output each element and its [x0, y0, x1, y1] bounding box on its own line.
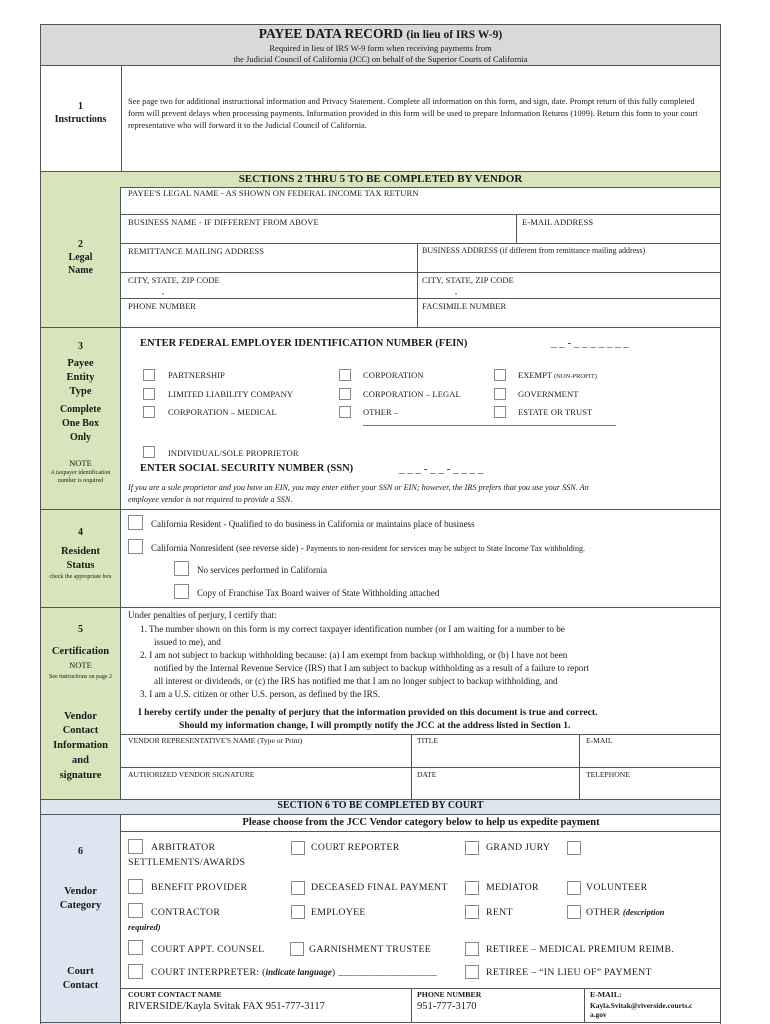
other-required-label: required)	[128, 922, 161, 932]
section-3-title-3: Type	[69, 386, 92, 397]
california-resident-checkbox[interactable]	[128, 515, 143, 530]
form-title-suffix: (in lieu of IRS W-9)	[406, 29, 503, 41]
court-right-frame	[720, 815, 721, 1024]
mediator-label: MEDIATOR	[486, 882, 539, 893]
section-5-note-sub: See instructions on page 2	[49, 674, 112, 680]
section-6-number: 6	[78, 846, 83, 857]
court-section-title: SECTION 6 TO BE COMPLETED BY COURT	[277, 800, 484, 811]
benefit-provider-label: BENEFIT PROVIDER	[151, 882, 248, 893]
grand-jury-checkbox[interactable]	[465, 841, 479, 855]
vendor-rep-name-field[interactable]	[122, 746, 410, 766]
court-contact-title-1: Court	[67, 966, 94, 977]
city-state-zip-label-1: CITY, STATE, ZIP CODE	[128, 275, 220, 285]
ssn-note-line-2: employee vendor is not required to provide a SSN.	[128, 495, 293, 504]
garnishment-trustee-label: GARNISHMENT TRUSTEE	[309, 944, 432, 955]
vendor-signature-field[interactable]	[122, 780, 410, 798]
california-nonresident-checkbox[interactable]	[128, 539, 143, 554]
certification-intro: Under penalties of perjury, I certify that:	[128, 610, 277, 620]
court-phone-value: 951-777-3170	[417, 1001, 477, 1012]
volunteer-label: VOLUNTEER	[586, 882, 648, 893]
form-subtitle-2: the Judicial Council of California (JCC) on behalf of the Superior Courts of California	[233, 54, 528, 64]
vendor-section-title: SECTIONS 2 THRU 5 TO BE COMPLETED BY VENDOR	[238, 173, 523, 185]
other-category-label: OTHER (description	[586, 907, 665, 918]
vendor-rep-name-label: VENDOR REPRESENTATIVE'S NAME (Type or Print)	[128, 736, 303, 745]
court-contact-name-value: RIVERSIDE/Kayla Svitak FAX 951-777-3117	[128, 1001, 325, 1012]
vendor-category-title-2: Category	[59, 900, 102, 911]
no-services-label: No services performed in California	[197, 565, 327, 575]
vendor-right-frame	[720, 187, 721, 799]
business-name-field[interactable]	[122, 227, 515, 242]
email-address-field[interactable]	[517, 227, 720, 242]
court-contact-title-2: Contact	[62, 980, 99, 991]
fein-input[interactable]: _ _ - _ _ _ _ _ _ _	[551, 337, 629, 349]
vendor-contact-title-1: Vendor	[64, 711, 97, 722]
form-subtitle-1: Required in lieu of IRS W-9 form when receiving payments from	[269, 43, 492, 53]
appt-counsel-checkbox[interactable]	[128, 940, 143, 955]
arbitrator-checkbox[interactable]	[128, 839, 143, 854]
vendor-telephone-field[interactable]	[580, 780, 720, 798]
corporation-checkbox[interactable]	[339, 369, 351, 381]
vendor-contact-title-4: and	[72, 755, 89, 766]
vendor-email-label: E-MAIL	[586, 736, 613, 745]
payee-legal-name-label: PAYEE'S LEGAL NAME - AS SHOWN ON FEDERAL INCOME TAX RETURN	[128, 188, 419, 198]
payee-legal-name-field[interactable]	[122, 198, 720, 213]
exempt-checkbox[interactable]	[494, 369, 506, 381]
instructions-text: See page two for additional instructional information and Privacy Statement. Complete all information on this form, and sign, date. Prompt return of this fully completed form will prevent delays when processing payments. Information provided in this form will be used to prepare Information Returns (1099). Return this form to your court representative who will forward it to the Judicial Council of California.	[128, 97, 698, 130]
certification-item-3: 3. I am a U.S. citizen or other U.S. person, as defined by the IRS.	[140, 689, 381, 699]
court-phone-label: PHONE NUMBER	[417, 990, 482, 999]
vendor-signature-label: AUTHORIZED VENDOR SIGNATURE	[128, 770, 255, 779]
fax-number-label: FACSIMILE NUMBER	[422, 301, 507, 311]
city-state-comma-2: ,	[455, 286, 458, 296]
vendor-email-field[interactable]	[580, 746, 720, 766]
no-services-checkbox[interactable]	[174, 561, 189, 576]
vendor-date-field[interactable]	[412, 780, 578, 798]
ssn-label: ENTER SOCIAL SECURITY NUMBER (SSN)	[140, 463, 354, 474]
complete-label-3: Only	[69, 432, 92, 443]
retiree-medical-checkbox[interactable]	[465, 942, 479, 956]
vendor-title-field[interactable]	[412, 746, 578, 766]
court-reporter-checkbox[interactable]	[291, 841, 305, 855]
contractor-label: CONTRACTOR	[151, 907, 221, 918]
grand-jury-label: GRAND JURY	[486, 842, 551, 853]
vendor-category-prompt: Please choose from the JCC Vendor category below to help us expedite payment	[242, 817, 600, 828]
california-resident-label: California Resident - Qualified to do business in California or maintains place of business	[151, 519, 475, 529]
corporation-legal-checkbox[interactable]	[339, 388, 351, 400]
email-address-label: E-MAIL ADDRESS	[522, 217, 594, 227]
other-entity-label: OTHER –	[363, 407, 399, 417]
estate-trust-label: ESTATE OR TRUST	[518, 407, 593, 417]
section-2-number: 2	[78, 239, 83, 250]
court-email-value-1: Kayla.Svitak@riverside.courts.c	[590, 1001, 693, 1010]
llc-label: LIMITED LIABILITY COMPANY	[168, 389, 294, 399]
certification-statement-1: I hereby certify under the penalty of perjury that the information provided on this document is true and correct.	[138, 707, 598, 718]
city-state-comma-1: ,	[162, 286, 165, 296]
court-interpreter-checkbox[interactable]	[128, 964, 143, 979]
certification-statement-2: Should my information change, I will promptly notify the JCC at the address listed in Section 1.	[179, 720, 571, 731]
retiree-in-lieu-label: RETIREE – “IN LIEU OF” PAYMENT	[486, 967, 652, 978]
section-3-title-2: Entity	[66, 372, 95, 383]
vendor-contact-title-2: Contact	[62, 725, 99, 736]
certification-item-2c: all interest or dividends, or (c) the IRS has notified me that I am no longer subject to backup withholding, and	[154, 676, 558, 686]
retiree-in-lieu-checkbox[interactable]	[465, 965, 479, 979]
section-4-title-2: Status	[66, 560, 95, 571]
section-1-title: Instructions	[54, 114, 107, 125]
phone-number-field[interactable]	[122, 311, 416, 326]
vendor-contact-title-3: Information	[53, 740, 108, 751]
court-reporter-label: COURT REPORTER	[311, 842, 400, 853]
section-5-title: Certification	[51, 646, 110, 657]
corporation-label: CORPORATION	[363, 370, 424, 380]
rent-label: RENT	[486, 907, 513, 918]
deceased-payment-label: DECEASED FINAL PAYMENT	[311, 882, 448, 893]
settlements-label: SETTLEMENTS/AWARDS	[128, 857, 246, 868]
section-4-number: 4	[78, 527, 83, 538]
remittance-address-label: REMITTANCE MAILING ADDRESS	[128, 246, 265, 256]
vendor-contact-title-5: signature	[59, 770, 102, 781]
court-email-label: E-MAIL:	[590, 990, 622, 999]
certification-item-1a: 1. The number shown on this form is my correct taxpayer identification number (or I am waiting for a number to be	[140, 624, 565, 634]
employee-checkbox[interactable]	[291, 905, 305, 919]
ftb-waiver-label: Copy of Franchise Tax Board waiver of State Withholding attached	[197, 588, 440, 598]
corporation-medical-checkbox[interactable]	[143, 406, 155, 418]
section-4-title-1: Resident	[60, 546, 101, 557]
appt-counsel-label: COURT APPT. COUNSEL	[151, 944, 265, 955]
phone-number-label: PHONE NUMBER	[128, 301, 197, 311]
vendor-telephone-label: TELEPHONE	[586, 770, 630, 779]
individual-checkbox[interactable]	[143, 446, 155, 458]
partnership-checkbox[interactable]	[143, 369, 155, 381]
certification-item-1b: issued to me), and	[154, 637, 221, 647]
llc-checkbox[interactable]	[143, 388, 155, 400]
form-title-main: PAYEE DATA RECORD	[258, 26, 404, 41]
ftb-waiver-checkbox[interactable]	[174, 584, 189, 599]
complete-label-1: Complete	[59, 404, 102, 415]
city-state-zip-label-2: CITY, STATE, ZIP CODE	[422, 275, 514, 285]
certification-item-2b: notified by the Internal Revenue Service (IRS) that I am subject to backup withholding as a result of a failure to report	[154, 663, 589, 673]
section-5-note: NOTE	[69, 660, 92, 670]
section-3-note-sub: A taxpayer identification number is required	[50, 470, 111, 484]
blank-category-checkbox[interactable]	[567, 841, 581, 855]
fax-number-field[interactable]	[418, 311, 720, 326]
ssn-note-line-1: If you are a sole proprietor and you have an EIN, you may enter either your SSN or EIN; however, the IRS prefers that you use your SSN. An	[128, 483, 589, 492]
benefit-provider-checkbox[interactable]	[128, 879, 143, 894]
court-interpreter-label: COURT INTERPRETER: (indicate language) ___________________	[151, 967, 437, 978]
corporation-legal-label: CORPORATION – LEGAL	[363, 389, 461, 399]
business-address-label: BUSINESS ADDRESS (if different from remittance mailing address)	[422, 246, 646, 255]
business-name-label: BUSINESS NAME - IF DIFFERENT FROM ABOVE	[128, 217, 319, 227]
section-2-title-2: Name	[68, 265, 93, 276]
vendor-category-title-1: Vendor	[64, 886, 97, 897]
other-category-checkbox[interactable]	[567, 905, 581, 919]
vendor-date-label: DATE	[417, 770, 437, 779]
individual-label: INDIVIDUAL/SOLE PROPRIETOR	[168, 448, 299, 458]
corporation-medical-label: CORPORATION – MEDICAL	[168, 407, 277, 417]
section-5-number: 5	[78, 624, 83, 635]
form-title	[40, 26, 721, 42]
court-email-value-2: a.gov	[590, 1010, 607, 1019]
section-3-number: 3	[78, 341, 83, 352]
fein-label: ENTER FEDERAL EMPLOYER IDENTIFICATION NUMBER (FEIN)	[140, 338, 468, 349]
arbitrator-label: ARBITRATOR	[151, 842, 216, 853]
estate-trust-checkbox[interactable]	[494, 406, 506, 418]
exempt-label: EXEMPT (NON-PROFIT)	[518, 370, 597, 380]
remittance-address-field[interactable]	[122, 256, 416, 271]
government-checkbox[interactable]	[494, 388, 506, 400]
section-3-note: NOTE	[69, 458, 92, 468]
other-entity-checkbox[interactable]	[339, 406, 351, 418]
complete-label-2: One Box	[62, 418, 99, 429]
partnership-label: PARTNERSHIP	[168, 370, 225, 380]
section-4-subtitle: check the appropriate box	[49, 574, 112, 580]
business-address-field[interactable]	[418, 256, 720, 271]
certification-item-2a: 2. I am not subject to backup withholding because: (a) I am exempt from backup withholding, or (b) I have not been	[140, 650, 568, 660]
employee-label: EMPLOYEE	[311, 907, 366, 918]
contractor-checkbox[interactable]	[128, 903, 143, 918]
vendor-title-label: TITLE	[417, 736, 439, 745]
california-nonresident-label: California Nonresident (see reverse side) - Payments to non-resident for services may be subject to State Income Tax withholding.	[151, 543, 585, 553]
rent-checkbox[interactable]	[465, 905, 479, 919]
section-3-title-1: Payee	[67, 358, 94, 369]
court-contact-name-label: COURT CONTACT NAME	[128, 990, 222, 999]
retiree-medical-label: RETIREE – MEDICAL PREMIUM REIMB.	[486, 944, 675, 955]
vendor-left-column	[40, 187, 121, 799]
government-label: GOVERNMENT	[518, 389, 579, 399]
deceased-payment-checkbox[interactable]	[291, 881, 305, 895]
section-2-title-1: Legal	[68, 252, 93, 263]
volunteer-checkbox[interactable]	[567, 881, 581, 895]
garnishment-trustee-checkbox[interactable]	[290, 942, 304, 956]
section-1-number: 1	[78, 101, 83, 112]
mediator-checkbox[interactable]	[465, 881, 479, 895]
ssn-input[interactable]: _ _ _ - _ _ - _ _ _ _	[399, 463, 484, 475]
